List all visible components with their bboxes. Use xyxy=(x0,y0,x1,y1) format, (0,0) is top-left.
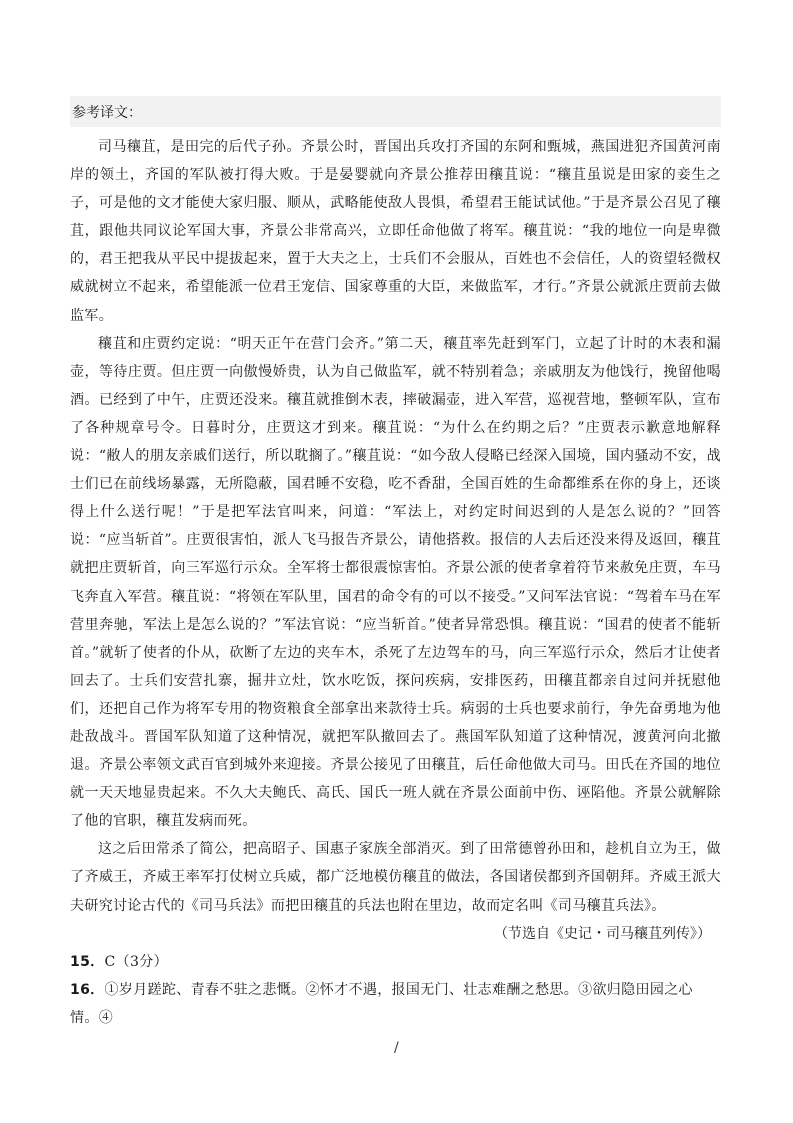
answer-15 xyxy=(70,948,721,976)
translation-heading: 参考译文： xyxy=(72,105,142,121)
heading-highlight-band xyxy=(70,96,721,127)
page-footer-mark: / xyxy=(394,1040,399,1056)
paragraph: 这之后田常杀了简公，把高昭子、国惠子家族全部消灭。到了田常德曾孙田和，趁机自立为王，做了齐威王，齐威王率军打仗树立兵威，都广泛地模仿穰苴的做法，各国诸侯都到齐国朝拜。齐威王派大夫研究讨论古代的《司马兵法》而把田穰苴的兵法也附在里边，故而定名叫《司马穰苴兵法》。 xyxy=(70,841,721,914)
paragraph: 穰苴和庄贾约定说：“明天正午在营门会齐。”第二天，穰苴率先赶到军门，立起了计时的木表和漏壶，等待庄贾。但庄贾一向傲慢娇贵，认为自己做监军，就不特别着急；亲戚朋友为他饯行，挽留他喝酒。已经到了中午，庄贾还没来。穰苴就推倒木表，摔破漏壶，进入军营，巡视营地，整顿军队，宣布了各种规章号令。日暮时分，庄贾这才到来。穰苴说：“为什么在约期之后？”庄贾表示歉意地解释说：“敝人的朋友亲戚们送行，所以耽搁了。”穰苴说：“如今敌人侵略已经深入国境，国内骚动不安，战士们已在前线场暴露，无所隐蔽，国君睡不安稳，吃不香甜，全国百姓的生命都维系在你的身上，还谈得上什么送行呢！”于是把军法官叫来，问道：“军法上，对约定时间迟到的人是怎么说的？”回答说：“应当斩首”。庄贾很害怕，派人飞马报告齐景公，请他搭救。报信的人去后还没来得及返回，穰苴就把庄贾斩首，向三军巡行示众。全军将士都很震惊害怕。齐景公派的使者拿着符节来赦免庄贾，车马飞奔直入军营。穰苴说：“将领在军队里，国君的命令有的可以不接受。”又问军法官说：“驾着车马在军营里奔驰，军法上是怎么说的？”军法官说：“应当斩首。”使者异常恐惧。穰苴说：“国君的使者不能斩首。”就斩了使者的仆从，砍断了左边的夹车木，杀死了左边驾车的马，向三军巡行示众，然后才让使者回去了。士兵们安营扎寨，掘井立灶，饮水吃饭，探问疾病，安排医药，田穰苴都亲自过问并抚慰他们，还把自己作为将军专用的物资粮食全部拿出来款待士兵。病弱的士兵也要求前行，争先奋勇地为他赴敌战斗。晋国军队知道了这种情况，就把军队撤回去了。燕国军队知道了这种情况，渡黄河向北撤退。齐景公率领文武百官到城外来迎接。齐景公接见了田穰苴，后任命他做大司马。田氏在齐国的地位就一天天地显贵起来。不久大夫鲍氏、高氏、国氏一班人就在齐景公面前中伤、诬陷他。齐景公就解除了他的官职，穰苴发病而死。 xyxy=(70,335,721,830)
answer-text: ①岁月蹉跎、青春不驻之悲慨。②怀才不遇，报国无门、壮志难酬之愁思。③欲归隐田园之心情。④ xyxy=(70,981,693,1026)
paragraph: 司马穰苴，是田完的后代子孙。齐景公时，晋国出兵攻打齐国的东阿和甄城，燕国进犯齐国黄河南岸的领土，齐国的军队被打得大败。于是晏婴就向齐景公推荐田穰苴说：“穰苴虽说是田家的妾生之子，可是他的文才能使大家归服、顺从，武略能使敌人畏惧，希望君王能试试他。”于是齐景公召见了穰苴，跟他共同议论军国大事，齐景公非常高兴，立即任命他做了将军。穰苴说：“我的地位一向是卑微的，君王把我从平民中提拔起来，置于大夫之上，士兵们不会服从，百姓也不会信任，人的资望轻微权威就树立不起来，希望能派一位君王宠信、国家尊重的大臣，来做监军，才行。”齐景公就派庄贾前去做监军。 xyxy=(70,139,721,324)
question-number: 16． xyxy=(70,981,105,998)
answer-16 xyxy=(70,976,721,1032)
answer-text: C（3分） xyxy=(104,953,168,970)
source-citation: （节选自《史记・司马穰苴列传》） xyxy=(494,925,711,942)
translation-body xyxy=(70,133,721,1032)
question-number: 15． xyxy=(70,953,105,970)
